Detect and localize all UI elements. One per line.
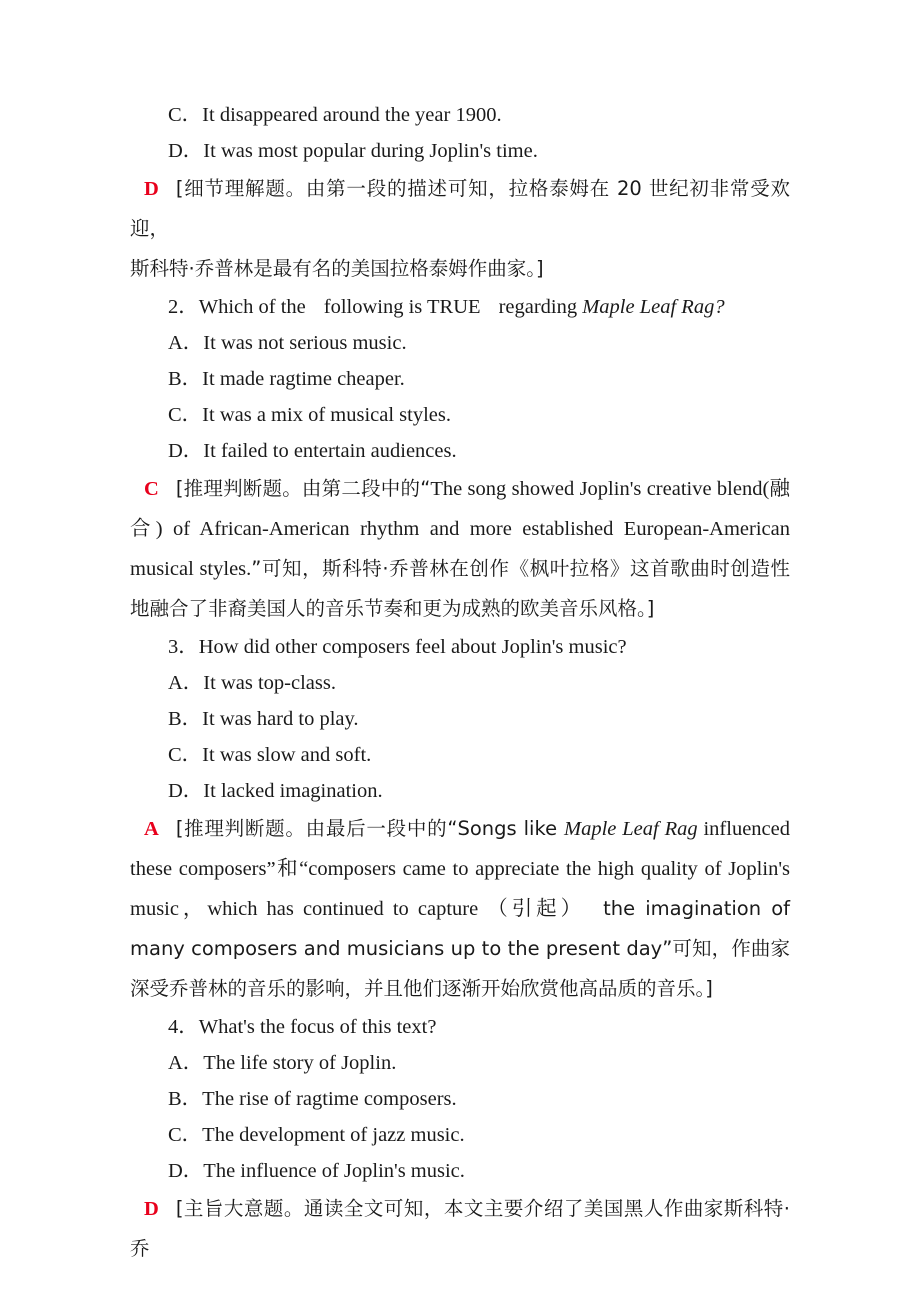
work-title: Maple Leaf Rag?	[582, 296, 725, 318]
option-row: D．The influence of Joplin's music.	[168, 1160, 465, 1182]
explanation-text: [细节理解题。由第一段的描述可知，拉格泰姆在 20 世纪初非常受欢迎，	[130, 177, 790, 240]
explanation-open: [推理判断题。由最后一段中的“Songs like	[175, 817, 565, 840]
question-stem: 3．How did other composers feel about Joplin's music?	[168, 636, 627, 658]
explanation-open: [推理判断题。由第二段中的“	[175, 477, 431, 500]
question-text-c: regarding	[498, 296, 583, 318]
answer-explanation	[130, 469, 790, 629]
answer-explanation	[130, 809, 790, 1009]
option-row: A．It was top-class.	[168, 672, 336, 694]
explanation-tail: the imagination of many composers and musicians up to the present day”可知，作曲家深受乔普林的音乐的影响，并且他们逐渐开始欣赏他高品质的音乐。]	[130, 897, 791, 1000]
question-number: 2．	[168, 296, 199, 318]
explanation-close: ”可知，斯科特·乔普林在创作《枫叶拉格》这首歌曲时创造性地融合了非裔美国人的音乐节奏和更为成熟的欧美音乐风格。]	[130, 557, 790, 620]
answer-letter: D	[144, 1198, 159, 1220]
explanation-text: [主旨大意题。通读全文可知，本文主要介绍了美国黑人作曲家斯科特·乔	[130, 1197, 790, 1260]
answer-explanation	[130, 169, 790, 249]
option-row: A．The life story of Joplin.	[168, 1052, 397, 1074]
question-text-b: following is TRUE	[323, 296, 481, 318]
explanation-quote: The song showed Joplin's creative blend(融合) of African-American rhythm and more established European-American musical styles.	[130, 478, 790, 580]
option-row: C．It was slow and soft.	[168, 744, 372, 766]
question-stem: 4．What's the focus of this text?	[168, 1016, 437, 1038]
option-row: B．It was hard to play.	[168, 708, 359, 730]
option-row: D．It lacked imagination.	[168, 780, 383, 802]
explanation-mid: influenced these composers”和“composers came to appreciate the high quality of Joplin's music，which has continued to capture （引起）	[130, 818, 790, 920]
explanation-text: 斯科特·乔普林是最有名的美国拉格泰姆作曲家。]	[130, 257, 544, 280]
answer-letter: C	[144, 478, 159, 500]
option-row: A．It was not serious music.	[168, 332, 407, 354]
option-row: C．It disappeared around the year 1900.	[168, 104, 502, 126]
question-text-a: Which of the	[198, 296, 306, 318]
option-row: B．It made ragtime cheaper.	[168, 368, 405, 390]
option-row: B．The rise of ragtime composers.	[168, 1088, 457, 1110]
option-row: C．The development of jazz music.	[168, 1124, 465, 1146]
option-row: D．It was most popular during Joplin's time.	[168, 140, 538, 162]
answer-letter: A	[144, 818, 159, 840]
option-row: D．It failed to entertain audiences.	[168, 440, 457, 462]
question-stem	[130, 289, 790, 325]
answer-letter: D	[144, 178, 159, 200]
answer-explanation-cont	[130, 249, 790, 289]
work-title: Maple Leaf Rag	[564, 818, 698, 840]
option-row: C．It was a mix of musical styles.	[168, 404, 451, 426]
answer-explanation	[130, 1189, 790, 1269]
